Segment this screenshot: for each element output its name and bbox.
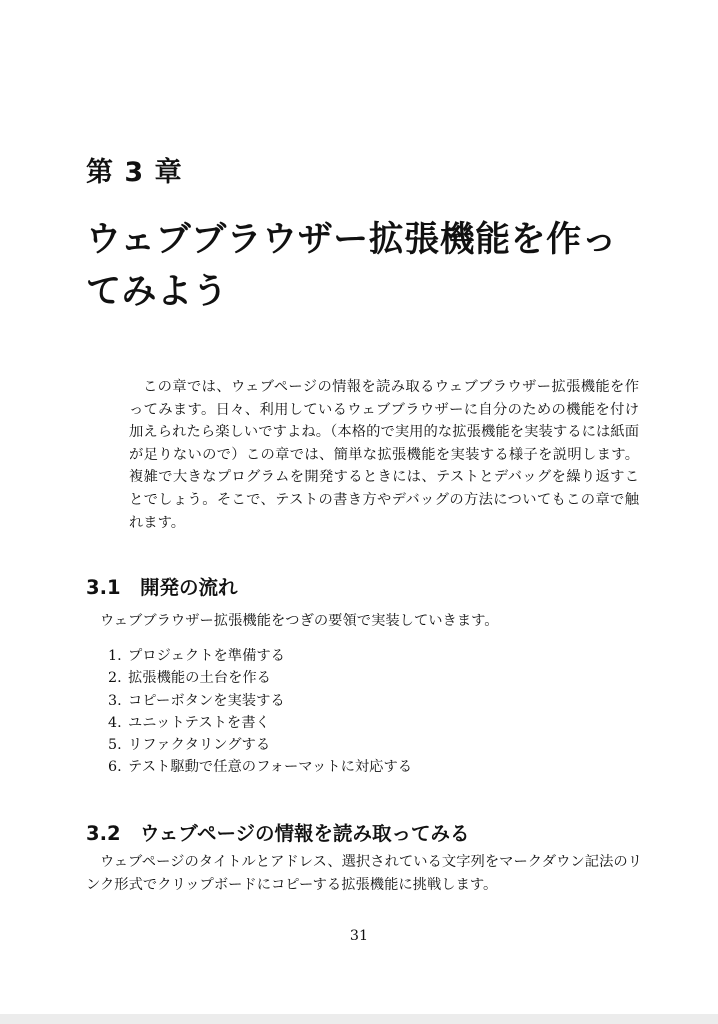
section-number: 3.2 [86, 822, 121, 845]
list-item-number: 3. [108, 692, 122, 709]
section-number: 3.1 [86, 576, 121, 599]
section-title: ウェブページの情報を読み取ってみる [140, 822, 470, 845]
list-item-number: 6. [108, 759, 122, 776]
list-item-text: ユニットテストを書く [128, 714, 270, 731]
list-item [108, 667, 412, 689]
list-item [108, 712, 412, 734]
list-item-text: コピーボタンを実装する [128, 692, 285, 709]
list-item [108, 756, 412, 778]
list-item-text: 拡張機能の土台を作る [128, 670, 271, 687]
page-bottom-edge [0, 1014, 718, 1024]
list-item [108, 645, 412, 667]
list-item-number: 1. [108, 648, 122, 664]
list-item-text: テスト駆動で任意のフォーマットに対応する [128, 759, 413, 776]
list-item-number: 2. [108, 670, 122, 687]
list-item [108, 690, 412, 712]
chapter-intro-paragraph: この章では、ウェブページの情報を読み取るウェブブラウザー拡張機能を作ってみます。日々、利用しているウェブブラウザーに自分のための機能を付け加えられたら楽しいですよね。（本格的で実用的な拡張機能を実装するには紙面が足りないので）この章では、簡単な拡張機能を実装する様子を説明します。複雑で大きなプログラムを開発するときには、テストとデバッグを繰り返すことでしょう。そこで、テストの書き方やデバッグの方法についてもこの章で触れます。 [129, 379, 639, 531]
list-item-number: 4. [108, 714, 122, 731]
section-3-1-paragraph: ウェブブラウザー拡張機能をつぎの要領で実装していきます。 [100, 613, 499, 629]
chapter-title: ウェブブラウザー拡張機能を作ってみよう [86, 220, 618, 312]
list-item [108, 734, 412, 756]
development-steps-list [108, 645, 412, 779]
page-number: 31 [349, 928, 369, 944]
section-heading-3-2 [86, 818, 470, 846]
section-3-2-paragraph: ウェブページのタイトルとアドレス、選択されている文字列をマークダウン記法のリンク形式でクリップボードにコピーする拡張機能に挑戦します。 [86, 854, 642, 893]
section-heading-3-1 [86, 572, 238, 600]
section-title: 開発の流れ [140, 576, 238, 599]
list-item-text: リファクタリングする [128, 737, 271, 754]
list-item-number: 5. [108, 737, 122, 754]
chapter-label: 第 3 章 [86, 157, 183, 188]
list-item-text: プロジェクトを準備する [128, 648, 285, 664]
